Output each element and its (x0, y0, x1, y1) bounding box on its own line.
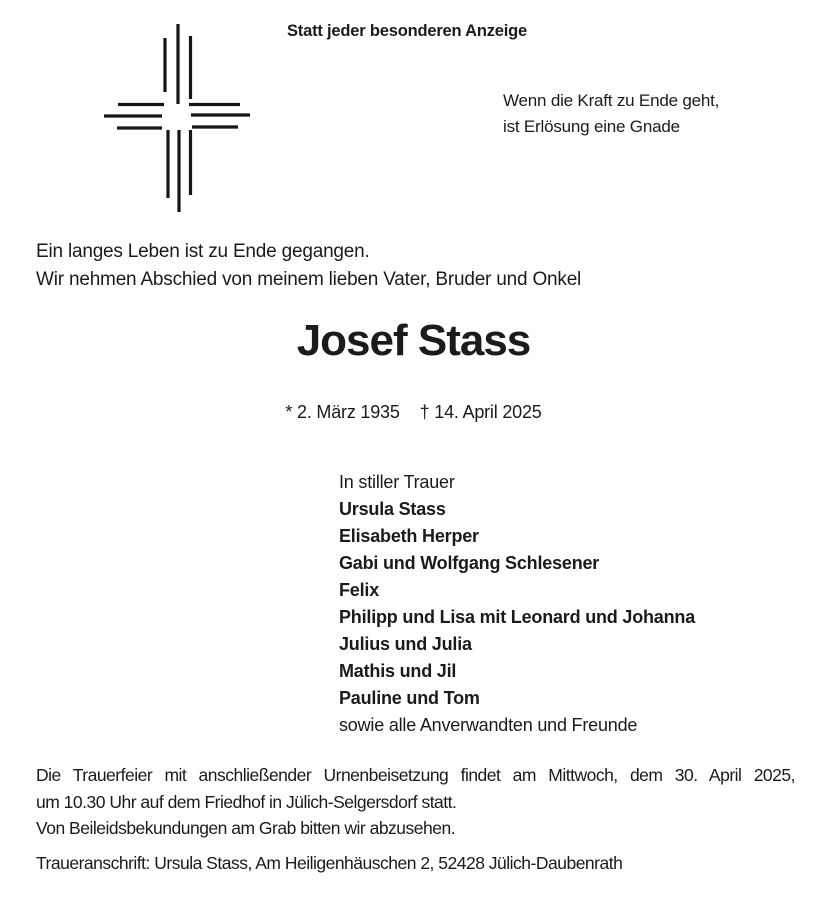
death-date: † 14. April 2025 (419, 402, 542, 422)
mourner-name: Felix (339, 580, 380, 600)
mourning-intro: In stiller Trauer (339, 472, 455, 492)
funeral-detail-line: um 10.30 Uhr auf dem Friedhof in Jülich-Selgersdorf statt. (36, 791, 457, 812)
mourners-list (339, 496, 695, 712)
birth-date: * 2. März 1935 (285, 402, 400, 422)
funeral-detail-line: Von Beileidsbekundungen am Grab bitten wir abzusehen. (36, 818, 456, 838)
mourning-address: Traueranschrift: Ursula Stass, Am Heiligenhäuschen 2, 52428 Jülich-Daubenrath (36, 853, 623, 873)
mourner-name: Elisabeth Herper (339, 526, 479, 546)
mourner-name: Ursula Stass (339, 499, 446, 519)
mourner-name: Pauline und Tom (339, 688, 480, 708)
mourner-name: Julius und Julia (339, 634, 472, 654)
mourner-name: Philipp und Lisa mit Leonard und Johanna (339, 607, 696, 627)
funeral-detail-line: Die Trauerfeier mit anschließender Urnenbeisetzung findet am Mittwoch, dem 30. April 2025, (36, 765, 795, 785)
mourners-section (339, 469, 695, 739)
mourner-name: Gabi und Wolfgang Schlesener (339, 553, 600, 573)
life-dates (0, 402, 827, 423)
mourners-outro: sowie alle Anverwandten und Freunde (339, 715, 638, 735)
quote-line: ist Erlösung eine Gnade (503, 117, 680, 136)
mourner-name: Mathis und Jil (339, 661, 457, 681)
memorial-cross-icon (98, 14, 258, 216)
quote-line: Wenn die Kraft zu Ende geht, (503, 91, 720, 110)
deceased-name: Josef Stass (296, 316, 531, 365)
announcement-line: Wir nehmen Abschied von meinem lieben Vater, Bruder und Onkel (36, 268, 582, 290)
epitaph-quote (503, 88, 719, 140)
announcement-text (36, 238, 581, 293)
funeral-details (36, 762, 795, 842)
announcement-line: Ein langes Leben ist zu Ende gegangen. (36, 241, 370, 262)
instead-of-cards-note: Statt jeder besonderen Anzeige (287, 22, 528, 40)
